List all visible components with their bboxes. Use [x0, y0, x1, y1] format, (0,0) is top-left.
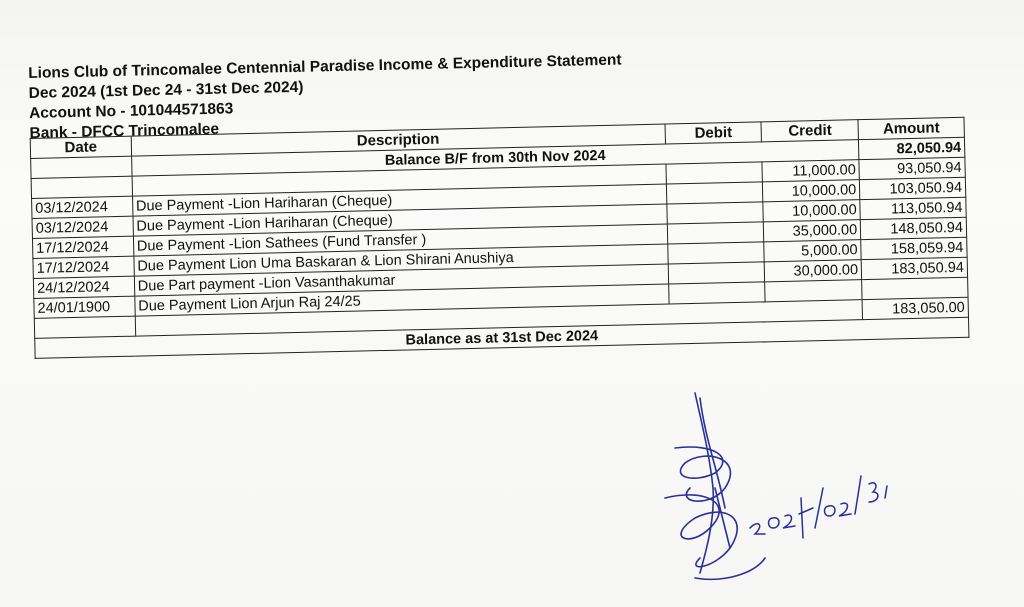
cell-date: 03/12/2024 — [32, 216, 133, 238]
cell-debit — [668, 262, 765, 284]
col-amount: Amount — [858, 117, 964, 139]
col-debit: Debit — [665, 122, 762, 144]
cell-credit: 10,000.00 — [763, 180, 860, 202]
cell-amount: 183,050.94 — [861, 257, 967, 279]
closing-balance-label: Balance as at 31st Dec 2024 — [35, 317, 969, 358]
statement — [28, 43, 969, 359]
cell-date: 17/12/2024 — [32, 236, 133, 258]
cell-date: 17/12/2024 — [33, 256, 134, 278]
cell-credit: 11,000.00 — [762, 160, 859, 182]
statement-title: Lions Club of Trincomalee Centennial Paradise Income & Expenditure Statement — [28, 51, 622, 82]
cell-debit — [666, 162, 763, 184]
cell-amount: 148,050.94 — [860, 217, 966, 239]
cell-amount: 103,050.94 — [860, 177, 966, 199]
cell-credit: 5,000.00 — [764, 240, 861, 262]
cell-date — [31, 176, 132, 198]
col-credit: Credit — [761, 120, 858, 142]
statement-period: Dec 2024 (1st Dec 24 - 31st Dec 2024) — [28, 78, 304, 102]
cell-date: 24/12/2024 — [33, 276, 134, 298]
cell-debit — [667, 222, 764, 244]
bank-name: Bank - DFCC Trincomalee — [29, 120, 220, 142]
cell-description: Due Payment -Lion Hariharan (Cheque) — [133, 204, 667, 236]
opening-balance-amount: 82,050.94 — [859, 137, 965, 159]
cell-amount — [862, 277, 968, 299]
cell-debit — [668, 282, 765, 304]
col-date: Date — [30, 136, 131, 158]
cell-debit — [667, 242, 764, 264]
statement-table — [30, 117, 970, 359]
cell-credit — [765, 280, 862, 302]
cell-debit — [666, 182, 763, 204]
cell-description: Due Part payment -Lion Vasanthakumar — [134, 264, 668, 296]
cell-description: Due Payment -Lion Hariharan (Cheque) — [132, 184, 666, 216]
cell-credit: 35,000.00 — [764, 220, 861, 242]
cell-debit — [667, 202, 764, 224]
cell-date: 03/12/2024 — [32, 196, 133, 218]
cell-description: Due Payment Lion Uma Baskaran & Lion Shirani Anushiya — [134, 244, 668, 276]
cell-date: 24/01/1900 — [34, 296, 135, 318]
closing-balance-amount: 183,050.00 — [862, 297, 968, 319]
cell-amount: 158,059.94 — [861, 237, 967, 259]
cell-description: Due Payment -Lion Sathees (Fund Transfer ) — [133, 224, 667, 256]
cell-credit: 10,000.00 — [763, 200, 860, 222]
opening-balance-label: Balance B/F from 30th Nov 2024 — [131, 140, 859, 176]
account-number: Account No - 101044571863 — [28, 100, 234, 122]
signature — [655, 388, 915, 593]
cell-credit: 30,000.00 — [765, 260, 862, 282]
col-description: Description — [131, 124, 665, 156]
cell-amount: 113,050.94 — [860, 197, 966, 219]
cell-description: Due Payment Lion Arjun Raj 24/25 — [135, 284, 669, 316]
cell-amount: 93,050.94 — [859, 157, 965, 179]
